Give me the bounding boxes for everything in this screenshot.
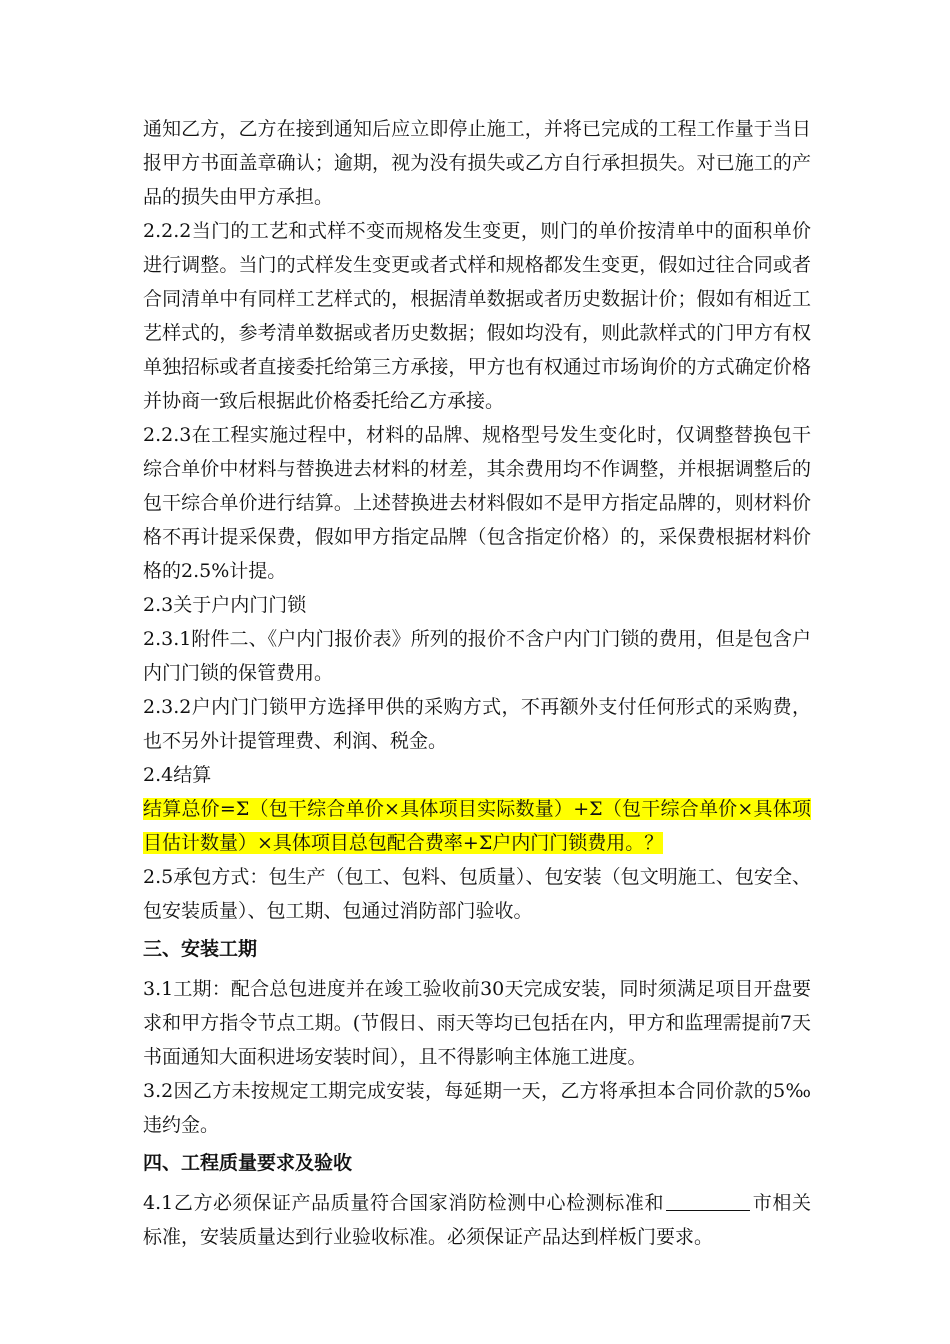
paragraph-3-1: 3.1工期：配合总包进度并在竣工验收前30天完成安装，同时须满足项目开盘要求和甲方指令节点工期。(节假日、雨天等均已包括在内，甲方和监理需提前7天书面通知大面积进场安装时间），且不得影响主体施工进度。: [143, 978, 811, 1068]
document-page: [143, 112, 811, 1254]
fill-in-blank-city: [666, 1190, 750, 1211]
paragraph-2-5: 2.5承包方式：包生产（包工、包料、包质量）、包安装（包文明施工、包安全、包安装质量）、包工期、包通过消防部门验收。: [143, 866, 811, 922]
paragraph-4-1: [143, 1186, 811, 1254]
paragraph-2-4: 2.4结算: [143, 764, 212, 786]
paragraph-2-2-2: 2.2.2当门的工艺和式样不变而规格发生变更，则门的单价按清单中的面积单价进行调整。当门的式样发生变更或者式样和规格都发生变更，假如过往合同或者合同清单中有同样工艺样式的，根据清单数据或者历史数据计价；假如有相近工艺样式的，参考清单数据或者历史数据；假如均没有，则此款样式的门甲方有权单独招标或者直接委托给第三方承接，甲方也有权通过市场询价的方式确定价格并协商一致后根据此价格委托给乙方承接。: [143, 220, 811, 412]
highlighted-formula: 结算总价=Σ（包干综合单价×具体项目实际数量）+Σ（包干综合单价×具体项目估计数量）×具体项目总包配合费率+Σ户内门门锁费用。？: [143, 798, 811, 854]
paragraph-2-3: 2.3关于户内门门锁: [143, 594, 307, 616]
section-heading-installation-period: 三、安装工期: [143, 938, 258, 960]
paragraph-4-1-part-a: 4.1乙方必须保证产品质量符合国家消防检测中心检测标准和: [143, 1192, 665, 1214]
paragraph-settlement-formula: [143, 792, 811, 860]
paragraph-3-2: 3.2因乙方未按规定工期完成安装，每延期一天，乙方将承担本合同价款的5‰违约金。: [143, 1080, 811, 1136]
paragraph-4-1-part-b: 市相关标准，安装质量达到行业验收标准。必须保证产品达到样板门要求。: [143, 1192, 811, 1248]
paragraph-2-2-3: 2.2.3在工程实施过程中，材料的品牌、规格型号发生变化时，仅调整替换包干综合单价中材料与替换进去材料的材差，其余费用均不作调整，并根据调整后的包干综合单价进行结算。上述替换进去材料假如不是甲方指定品牌的，则材料价格不再计提采保费，假如甲方指定品牌（包含指定价格）的，采保费根据材料价格的2.5%计提。: [143, 424, 811, 582]
paragraph-loss-notice: 通知乙方，乙方在接到通知后应立即停止施工，并将已完成的工程工作量于当日报甲方书面盖章确认；逾期，视为没有损失或乙方自行承担损失。对已施工的产品的损失由甲方承担。: [143, 118, 811, 208]
paragraph-2-3-1: 2.3.1附件二、《户内门报价表》所列的报价不含户内门门锁的费用，但是包含户内门门锁的保管费用。: [143, 628, 811, 684]
section-heading-quality-acceptance: 四、工程质量要求及验收: [143, 1152, 353, 1174]
paragraph-2-3-2: 2.3.2户内门门锁甲方选择甲供的采购方式，不再额外支付任何形式的采购费，也不另外计提管理费、利润、税金。: [143, 696, 811, 752]
